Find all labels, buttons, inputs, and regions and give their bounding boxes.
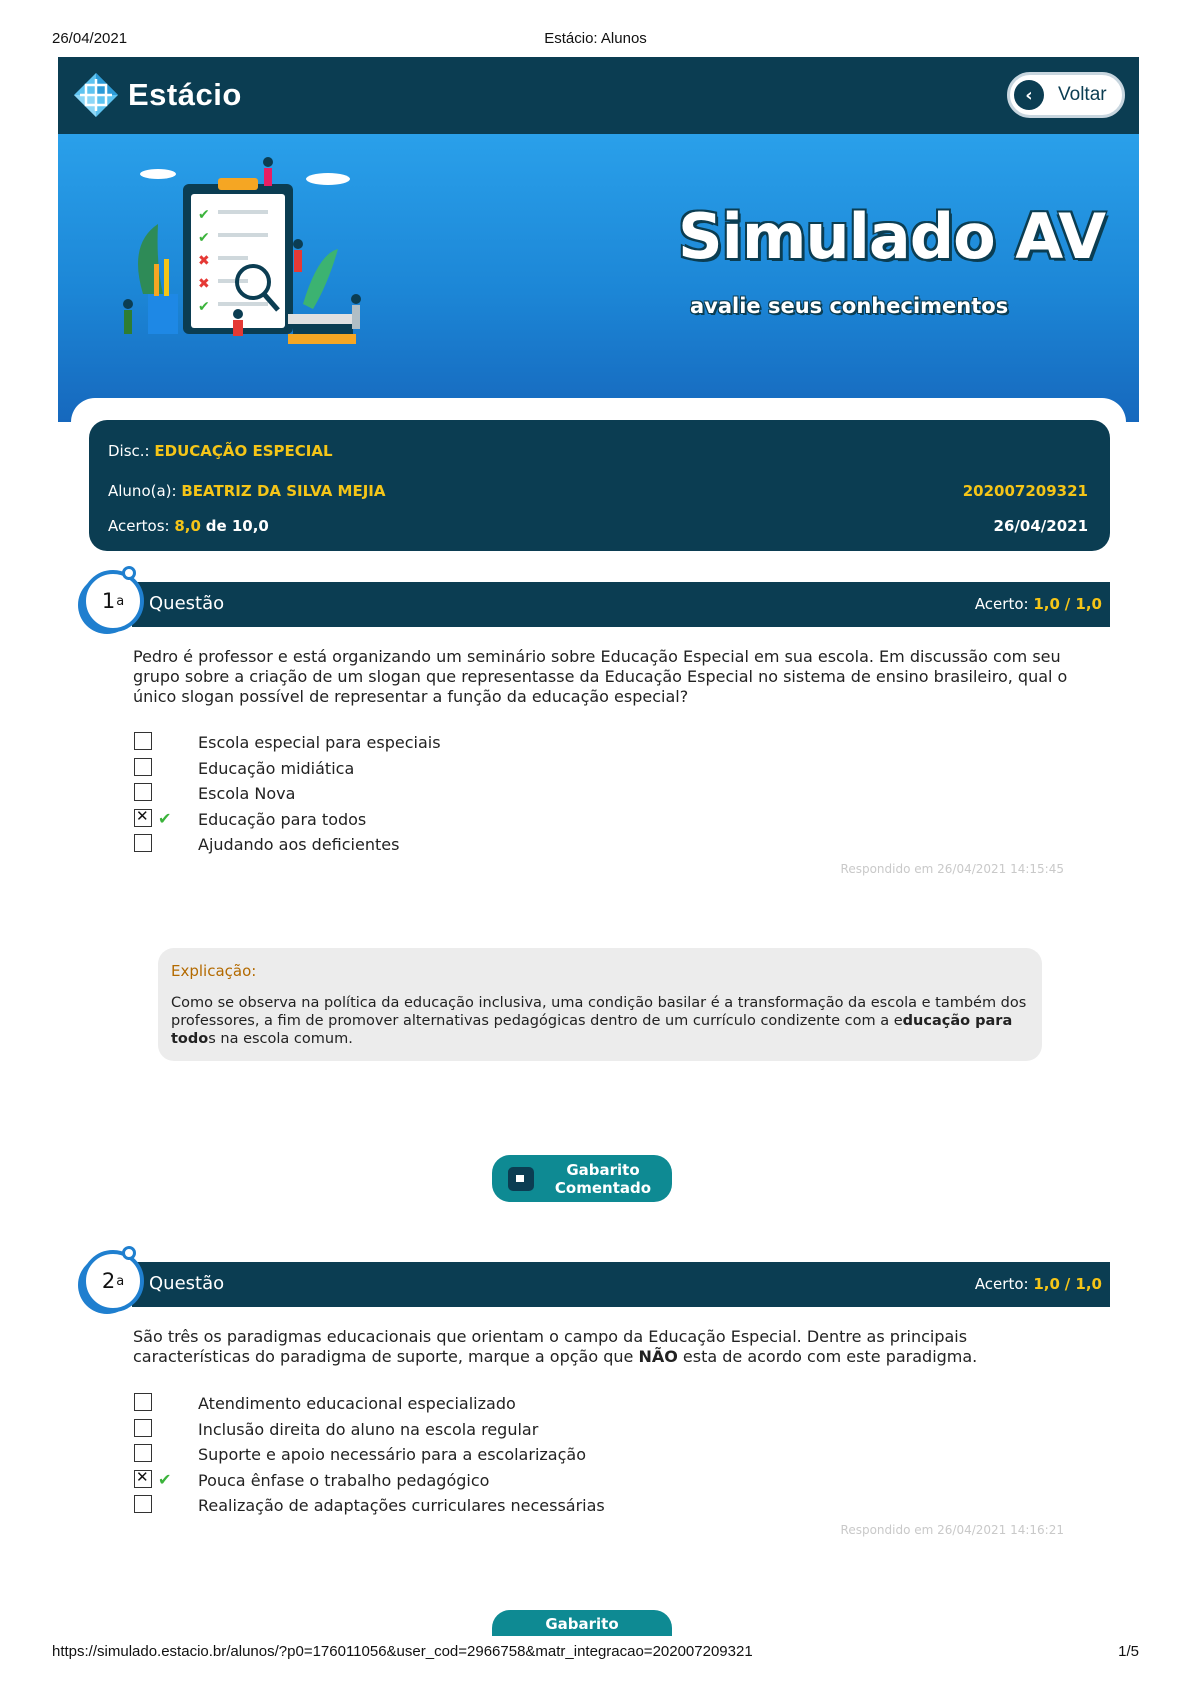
question-1-option[interactable]	[133, 834, 1033, 860]
question-2-score-value: 1,0	[1033, 1275, 1060, 1293]
question-1-score-value: 1,0	[1033, 595, 1060, 613]
question-1-score-max: / 1,0	[1064, 595, 1102, 613]
gabarito-label-line-2: Comentado	[554, 1179, 652, 1197]
option-checkbox[interactable]	[134, 732, 152, 750]
student-label: Aluno(a):	[108, 482, 177, 500]
question-2-option-selected[interactable]	[133, 1470, 1033, 1496]
question-2-text-start: São três os paradigmas educacionais que orientam o campo da Educação Especial. Dentre as principais características do paradigma de suporte, marque a opção que	[133, 1327, 968, 1366]
option-text: Suporte e apoio necessário para a escolarização	[198, 1445, 586, 1464]
estacio-logo-icon	[72, 71, 120, 119]
banner-title: Simulado AV	[678, 200, 1106, 273]
question-2-text	[133, 1327, 1073, 1367]
back-button-label: Voltar	[1058, 84, 1107, 105]
student-row	[108, 482, 1088, 502]
question-2-answered-time: Respondido em 26/04/2021 14:16:21	[840, 1523, 1064, 1537]
option-checkbox-checked[interactable]	[134, 1470, 152, 1488]
question-2-number: 2	[101, 1269, 116, 1293]
logo-text: Estácio	[128, 77, 242, 112]
gabarito-label-line-1: Gabarito	[566, 1161, 640, 1179]
discipline-row	[108, 442, 1088, 462]
option-checkbox[interactable]	[134, 758, 152, 776]
estacio-logo[interactable]	[72, 71, 242, 119]
svg-text:✔: ✔	[198, 207, 210, 223]
option-text: Inclusão direita do aluno na escola regular	[198, 1419, 539, 1439]
gabarito-comentado-button[interactable]	[492, 1155, 672, 1202]
option-text: Educação midiática	[198, 758, 355, 778]
question-2-header	[132, 1262, 1110, 1307]
option-text: Escola Nova	[198, 784, 296, 803]
gabarito-button-label: Gabarito	[545, 1615, 619, 1633]
score-label: Acertos:	[108, 517, 170, 535]
svg-text:✔: ✔	[198, 299, 210, 315]
student-name: BEATRIZ DA SILVA MEJIA	[181, 482, 386, 500]
banner-curve	[71, 398, 1126, 422]
correct-check-icon: ✔	[158, 1469, 172, 1489]
student-info-card	[89, 420, 1110, 551]
print-header	[52, 30, 1139, 50]
banner-subtitle: avalie seus conhecimentos	[690, 294, 1009, 318]
back-button[interactable]	[1007, 72, 1125, 118]
badge-decoration	[122, 566, 136, 580]
exam-date: 26/04/2021	[993, 517, 1088, 535]
score-total: de 10,0	[205, 517, 269, 535]
option-text: Pouca ênfase o trabalho pedagógico	[198, 1470, 490, 1490]
question-2-option[interactable]	[133, 1495, 1033, 1521]
question-1-number: 1	[101, 589, 116, 613]
option-text: Realização de adaptações curriculares necessárias	[198, 1496, 605, 1515]
print-url: https://simulado.estacio.br/alunos/?p0=176011056&user_cod=2966758&matr_integracao=202007209321	[52, 1643, 753, 1660]
explanation-title: Explicação:	[171, 962, 257, 980]
explanation-text: Como se observa na política da educação inclusiva, uma condição basilar é a transformação da escola e também dos professores, a fim de promover alternativas pedagógicas dentro de um currículo condizente com a e	[171, 995, 1027, 1029]
registration-number: 202007209321	[962, 482, 1088, 500]
question-1-score-label: Acerto:	[974, 595, 1029, 613]
score-value: 8,0	[174, 517, 201, 535]
option-checkbox[interactable]	[134, 1495, 152, 1513]
question-1-answered-time: Respondido em 26/04/2021 14:15:45	[840, 862, 1064, 876]
question-1-option[interactable]	[133, 783, 1033, 809]
question-2-score-max: / 1,0	[1064, 1275, 1102, 1293]
explanation-bold-text: ducação para todo	[171, 1013, 1013, 1047]
discipline-label: Disc.:	[108, 442, 150, 460]
question-1-option[interactable]	[133, 732, 1033, 758]
question-2-option[interactable]	[133, 1444, 1033, 1470]
option-checkbox[interactable]	[134, 1444, 152, 1462]
option-text: Educação para todos	[198, 809, 367, 829]
score-row	[108, 517, 1088, 537]
video-camera-icon	[508, 1167, 534, 1191]
correct-check-icon: ✔	[158, 808, 172, 828]
print-page-number: 1/5	[1118, 1643, 1139, 1660]
question-1-option[interactable]	[133, 758, 1033, 784]
option-checkbox[interactable]	[134, 783, 152, 801]
simulado-banner	[58, 134, 1139, 422]
option-text: Atendimento educacional especializado	[198, 1394, 516, 1413]
print-date: 26/04/2021	[52, 30, 128, 47]
option-text: Ajudando aos deficientes	[198, 835, 400, 854]
option-checkbox-checked[interactable]	[134, 809, 152, 827]
question-2-ordinal: a	[116, 1273, 125, 1289]
chevron-left-icon: ‹	[1014, 80, 1044, 110]
question-1-option-selected[interactable]	[133, 809, 1033, 835]
question-1-header	[132, 582, 1110, 627]
gabarito-button[interactable]	[492, 1610, 672, 1636]
question-2-text-bold: NÃO	[638, 1347, 678, 1366]
top-bar	[58, 57, 1139, 134]
print-title: Estácio: Alunos	[544, 30, 647, 47]
question-2-score	[975, 1275, 1102, 1293]
question-2-text-end: esta de acordo com este paradigma.	[677, 1347, 978, 1366]
discipline-value: EDUCAÇÃO ESPECIAL	[154, 442, 333, 460]
svg-text:✔: ✔	[198, 230, 210, 246]
question-2-score-label: Acerto:	[974, 1275, 1029, 1293]
question-1-options	[133, 732, 1033, 860]
question-2-options	[133, 1393, 1033, 1521]
question-1-label: Questão	[149, 593, 225, 614]
question-1-text: Pedro é professor e está organizando um seminário sobre Educação Especial em sua escola. Em discussão com seu grupo sobre a criação de um slogan que representasse da Educação Especial no sistema de ensino brasileiro, qual o único slogan possível de representar a função da educação especial?	[133, 647, 1068, 706]
option-checkbox[interactable]	[134, 834, 152, 852]
question-2-option[interactable]	[133, 1393, 1033, 1419]
question-1-score	[975, 595, 1102, 613]
question-1-number-badge	[82, 570, 144, 632]
checklist-illustration	[88, 154, 388, 369]
question-2-label: Questão	[149, 1273, 225, 1294]
explanation-body	[171, 994, 1031, 1048]
question-2-number-badge	[82, 1250, 144, 1312]
option-text: Escola especial para especiais	[198, 733, 441, 752]
gabarito-button-label	[542, 1161, 664, 1197]
question-2-option[interactable]	[133, 1419, 1033, 1445]
option-checkbox[interactable]	[134, 1419, 152, 1437]
badge-decoration	[122, 1246, 136, 1260]
option-checkbox[interactable]	[134, 1393, 152, 1411]
svg-text:✖: ✖	[198, 253, 210, 269]
question-1-ordinal: a	[116, 593, 125, 609]
svg-text:✖: ✖	[198, 276, 210, 292]
question-1-explanation	[158, 948, 1042, 1061]
explanation-text-end: s na escola comum.	[208, 1031, 353, 1047]
